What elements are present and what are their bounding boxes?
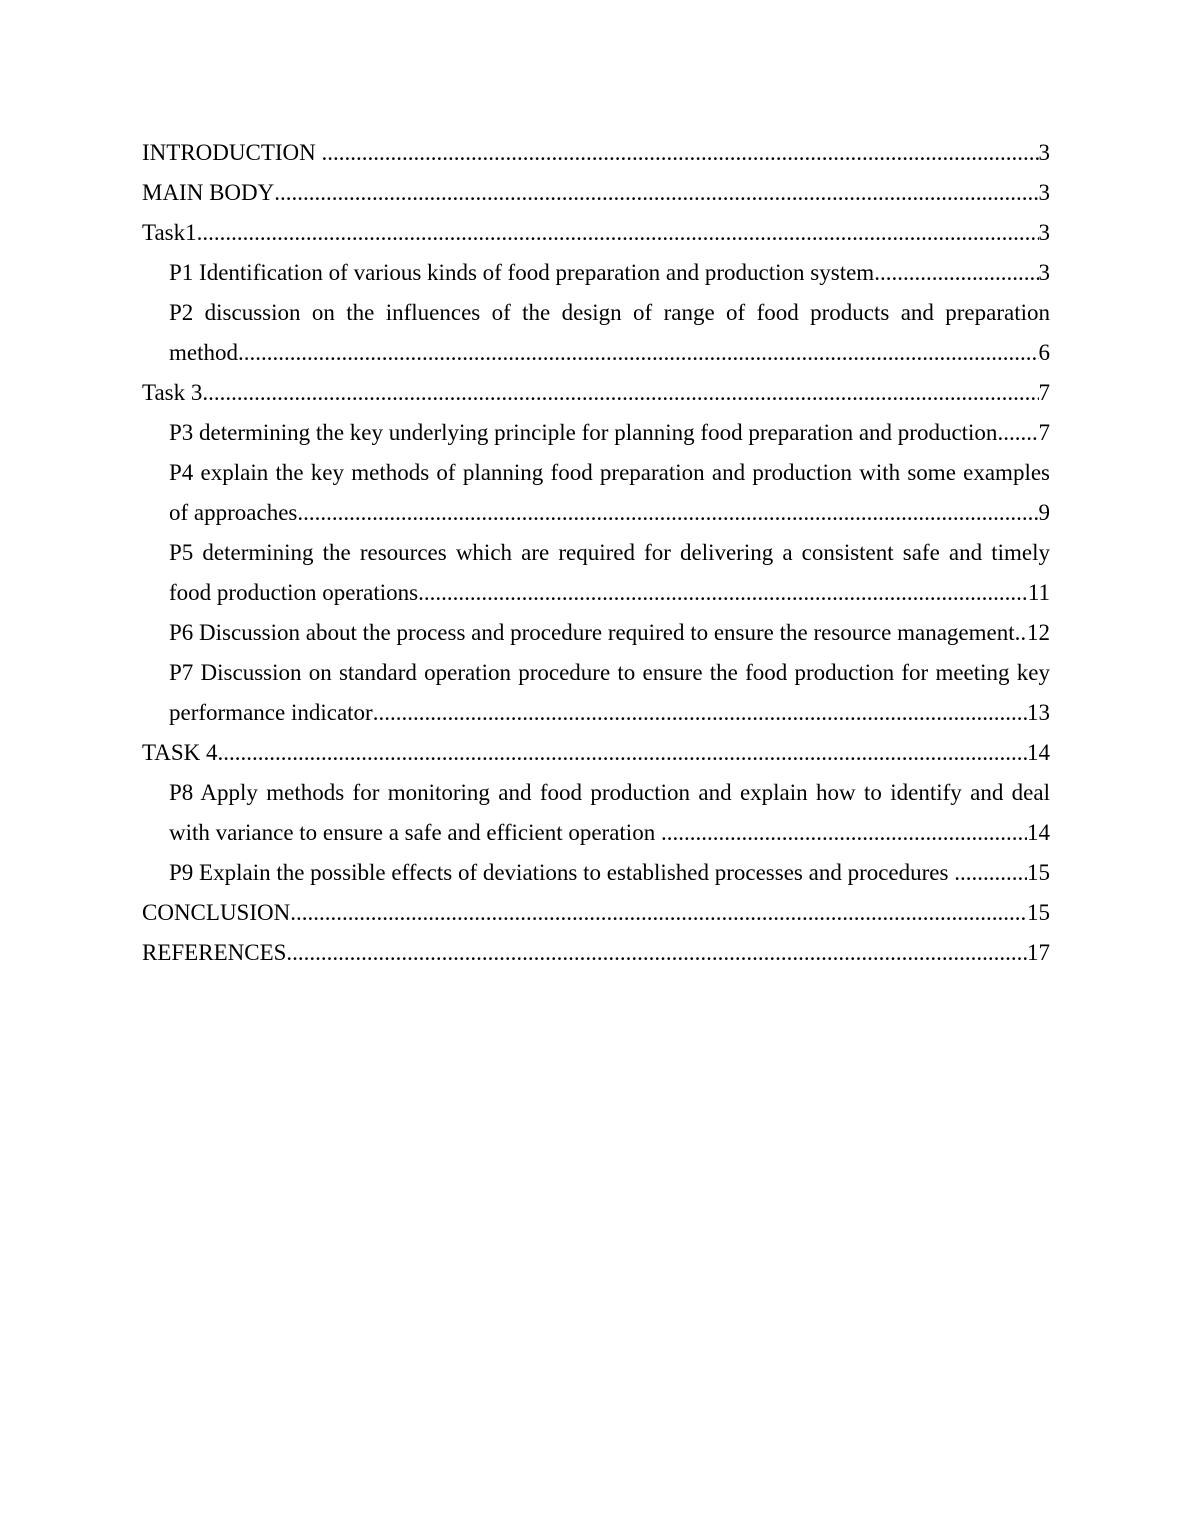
- dot-leader: [274, 173, 1038, 213]
- toc-entry-label: P3 determining the key underlying principle for planning food preparation and production: [169, 420, 998, 445]
- page-number: 7: [1038, 420, 1050, 445]
- dot-leader: [286, 933, 1027, 973]
- toc-entry-task3[interactable]: [142, 373, 1050, 413]
- dot-leader: [418, 573, 1028, 613]
- toc-entry-label-line2: method: [169, 340, 238, 365]
- toc-entry-label: Task1: [142, 220, 197, 245]
- toc-entry-label-line2: food production operations: [169, 580, 419, 605]
- toc-entry-label: INTRODUCTION: [142, 140, 322, 165]
- toc-entry-p4[interactable]: [142, 453, 1050, 533]
- dot-leader: [297, 493, 1038, 533]
- table-of-contents: [142, 133, 1050, 973]
- dot-leader: [322, 133, 1039, 173]
- toc-entry-p3[interactable]: [142, 413, 1050, 453]
- toc-entry-introduction[interactable]: [142, 133, 1050, 173]
- toc-entry-p9[interactable]: [142, 853, 1050, 893]
- dot-leader: [238, 333, 1039, 373]
- dot-leader: [217, 733, 1027, 773]
- page-number: 3: [1038, 220, 1050, 245]
- page-number: 11: [1027, 580, 1050, 605]
- dot-leader: [373, 693, 1027, 733]
- dot-leader: [202, 373, 1038, 413]
- toc-entry-label-line2: performance indicator: [169, 700, 373, 725]
- toc-entry-label-line1: P7 Discussion on standard operation procedure to ensure the food production for meeting key: [169, 660, 1050, 685]
- page-number: 17: [1027, 940, 1050, 965]
- toc-entry-label: REFERENCES: [142, 940, 287, 965]
- toc-entry-p5[interactable]: [142, 533, 1050, 613]
- toc-entry-task4[interactable]: [142, 733, 1050, 773]
- toc-entry-label: MAIN BODY: [142, 180, 275, 205]
- toc-entry-label: TASK 4: [142, 740, 218, 765]
- dot-leader: [997, 413, 1038, 453]
- page-number: 12: [1027, 620, 1050, 645]
- dot-leader: [954, 853, 1027, 893]
- toc-entry-label: Task 3: [142, 380, 203, 405]
- toc-entry-label-line2: of approaches: [169, 500, 298, 525]
- dot-leader: [661, 813, 1027, 853]
- toc-entry-references[interactable]: [142, 933, 1050, 973]
- toc-entry-label-line2: with variance to ensure a safe and efficient operation: [169, 820, 661, 845]
- toc-entry-label: P9 Explain the possible effects of deviations to established processes and procedures: [169, 860, 955, 885]
- dot-leader: [197, 213, 1039, 253]
- toc-entry-label-line1: P5 determining the resources which are required for delivering a consistent safe and timely: [169, 540, 1050, 565]
- page-number: 6: [1038, 340, 1050, 365]
- page-number: 9: [1038, 500, 1050, 525]
- page-number: 7: [1038, 380, 1050, 405]
- page-number: 15: [1027, 860, 1050, 885]
- toc-entry-p2[interactable]: [142, 293, 1050, 373]
- page-number: 3: [1038, 180, 1050, 205]
- page-number: 14: [1027, 820, 1050, 845]
- page-number: 3: [1038, 260, 1050, 285]
- toc-entry-label-line1: P8 Apply methods for monitoring and food production and explain how to identify and deal: [169, 780, 1050, 805]
- toc-entry-main-body[interactable]: [142, 173, 1050, 213]
- toc-entry-conclusion[interactable]: [142, 893, 1050, 933]
- toc-entry-task1[interactable]: [142, 213, 1050, 253]
- toc-entry-label-line1: P2 discussion on the influences of the design of range of food products and preparation: [169, 300, 1050, 325]
- page-number: 13: [1027, 700, 1050, 725]
- toc-entry-label: CONCLUSION: [142, 900, 291, 925]
- toc-entry-label: P6 Discussion about the process and procedure required to ensure the resource management: [169, 620, 1015, 645]
- page-number: 15: [1027, 900, 1050, 925]
- toc-entry-label-line1: P4 explain the key methods of planning food preparation and production with some examples: [169, 460, 1050, 485]
- page-number: 14: [1027, 740, 1050, 765]
- toc-entry-p1[interactable]: [142, 253, 1050, 293]
- page-number: 3: [1038, 140, 1050, 165]
- dot-leader: [874, 253, 1038, 293]
- dot-leader: [1015, 613, 1027, 653]
- toc-entry-p7[interactable]: [142, 653, 1050, 733]
- toc-entry-label: P1 Identification of various kinds of food preparation and production system: [169, 260, 875, 285]
- toc-entry-p6[interactable]: [142, 613, 1050, 653]
- dot-leader: [290, 893, 1027, 933]
- toc-entry-p8[interactable]: [142, 773, 1050, 853]
